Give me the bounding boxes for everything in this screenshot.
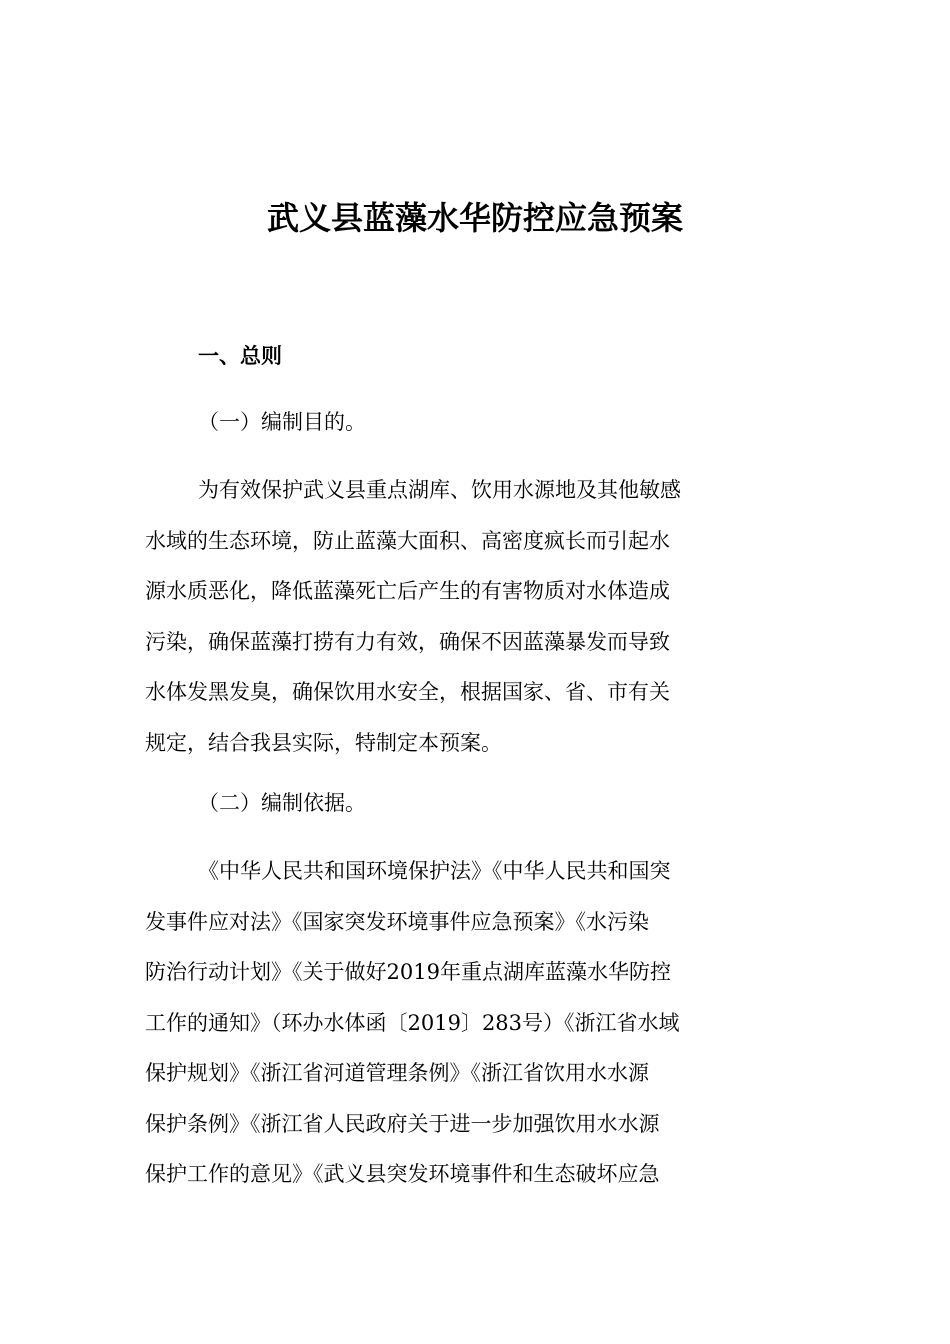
paragraph-line: 工作的通知》（环办水体函〔2019〕283号）《浙江省水域 [145, 1010, 680, 1035]
paragraph-line: 防治行动计划》《关于做好2019年重点湖库蓝藻水华防控 [145, 960, 671, 984]
section-heading-general: 一、总则 [198, 344, 282, 368]
paragraph-line: 保护工作的意见》《武义县突发环境事件和生态破坏应急 [145, 1162, 660, 1186]
subsection-heading-purpose: （一）编制目的。 [198, 410, 366, 434]
paragraph-line: 发事件应对法》《国家突发环境事件应急预案》《水污染 [145, 909, 649, 934]
paragraph-line: 保护条例》《浙江省人民政府关于进一步加强饮用水水源 [145, 1111, 660, 1136]
paragraph-line: 为有效保护武义县重点湖库、饮用水源地及其他敏感 [198, 478, 681, 502]
paragraph-line: 规定，结合我县实际，特制定本预案。 [145, 730, 502, 755]
subsection-heading-basis: （二）编制依据。 [198, 791, 366, 815]
paragraph-basis [145, 846, 805, 1200]
paragraph-purpose [145, 465, 805, 768]
paragraph-line: 《中华人民共和国环境保护法》《中华人民共和国突 [198, 859, 671, 883]
paragraph-line: 水体发黑发臭，确保饮用水安全，根据国家、省、市有关 [145, 680, 670, 704]
paragraph-line: 污染，确保蓝藻打捞有力有效，确保不因蓝藻暴发而导致 [145, 629, 670, 654]
paragraph-line: 保护规划》《浙江省河道管理条例》《浙江省饮用水水源 [145, 1061, 649, 1085]
paragraph-line: 水域的生态环境，防止蓝藻大面积、高密度疯长而引起水 [145, 528, 670, 553]
paragraph-line: 源水质恶化，降低蓝藻死亡后产生的有害物质对水体造成 [145, 579, 670, 603]
document-title: 武义县蓝藻水华防控应急预案 [266, 199, 683, 237]
